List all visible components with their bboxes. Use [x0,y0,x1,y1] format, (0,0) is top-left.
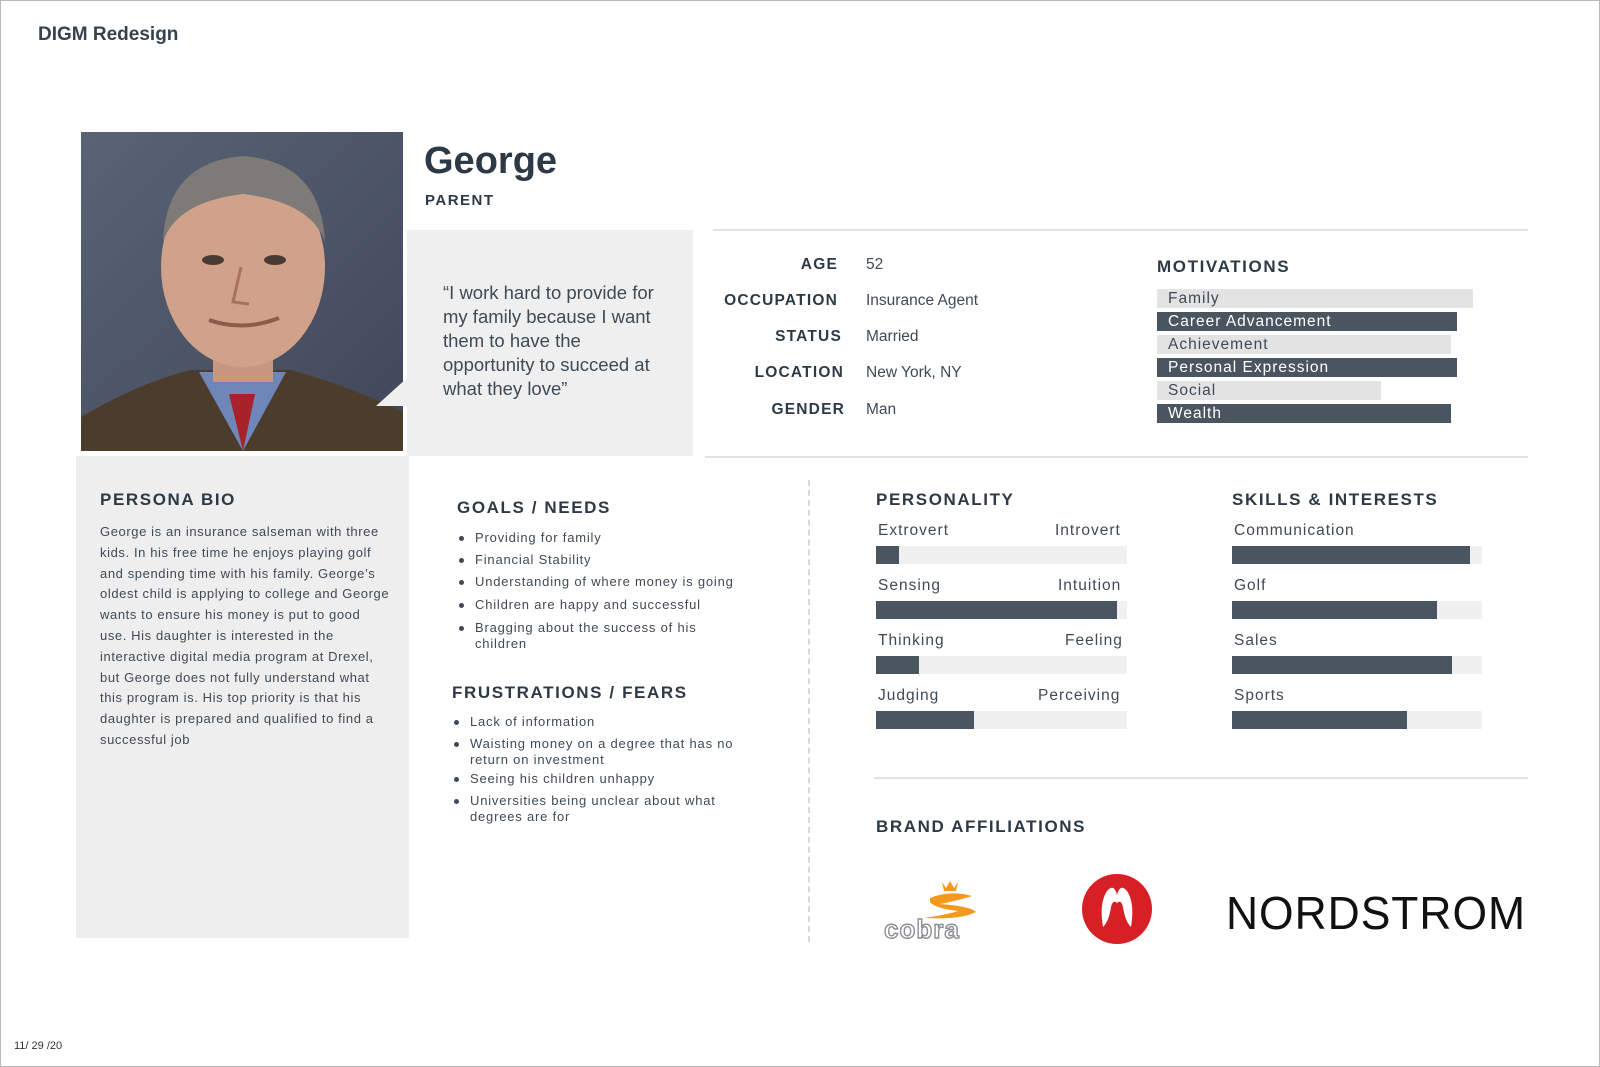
attr-value-gender: Man [866,401,897,418]
scale-right-label: Perceiving [1038,687,1121,704]
scale-left-label: Sensing [878,577,942,594]
bio-title: PERSONA BIO [100,490,236,509]
scale-left-label: Thinking [878,632,945,649]
personality-track [876,546,1127,564]
lululemon-logo [1081,873,1153,945]
bullet-icon [454,720,459,725]
motivation-bar: Career Advancement [1157,312,1457,331]
list-item: Seeing his children unhappy [452,771,752,787]
attr-label-age: AGE [800,256,838,273]
nordstrom-logo [1226,882,1530,938]
persona-name: George [424,140,558,182]
list-item: Lack of information [452,714,752,730]
bullet-icon [454,799,459,804]
skill-track [1232,601,1482,619]
skill-track [1232,546,1482,564]
personality-track [876,711,1127,729]
list-item: Waisting money on a degree that has no return on investment [452,736,762,768]
scale-right-label: Intuition [1058,577,1122,594]
bullet-icon [459,558,464,563]
attr-value-status: Married [866,328,919,345]
list-item: Children are happy and successful [457,597,757,613]
persona-role: PARENT [425,192,495,209]
document-title: DIGM Redesign [38,24,179,45]
attr-label-gender: GENDER [771,401,845,418]
scale-left-label: Judging [878,687,940,704]
skill-label: Communication [1234,522,1355,539]
skill-fill [1232,711,1407,729]
skill-label: Golf [1234,577,1267,594]
skill-fill [1232,656,1452,674]
goals-title: GOALS / NEEDS [457,498,611,517]
list-item: Providing for family [457,530,757,546]
attr-value-location: New York, NY [866,364,962,381]
quote-tail [376,378,407,406]
attr-label-status: STATUS [775,328,842,345]
motivation-bar: Achievement [1157,335,1451,354]
list-item: Understanding of where money is going [457,574,757,590]
personality-title: PERSONALITY [876,490,1015,509]
bullet-icon [454,742,459,747]
frustrations-title: FRUSTRATIONS / FEARS [452,683,688,702]
page-date: 11/ 29 /20 [14,1040,63,1052]
motivation-bar: Family [1157,289,1473,308]
personality-fill [876,711,974,729]
list-item: Bragging about the success of his children [457,620,727,652]
bullet-icon [459,626,464,631]
skill-label: Sales [1234,632,1278,649]
motivation-bar: Social [1157,381,1381,400]
attr-value-occupation: Insurance Agent [866,292,979,309]
scale-right-label: Introvert [1055,522,1121,539]
personality-track [876,656,1127,674]
list-item: Universities being unclear about what degrees are for [452,793,752,825]
attr-label-location: LOCATION [754,364,844,381]
skill-fill [1232,601,1437,619]
skill-track [1232,711,1482,729]
scale-right-label: Feeling [1065,632,1123,649]
cobra-logo [880,878,1020,940]
skill-label: Sports [1234,687,1285,704]
list-item: Financial Stability [457,552,757,568]
motivation-bar: Personal Expression [1157,358,1457,377]
personality-fill [876,546,899,564]
attr-label-occupation: OCCUPATION [724,292,838,309]
brands-title: BRAND AFFILIATIONS [876,817,1087,836]
svg-text:cobra: cobra [884,914,960,940]
skill-fill [1232,546,1470,564]
bullet-icon [459,580,464,585]
bullet-icon [459,603,464,608]
svg-text:NORDSTROM: NORDSTROM [1226,887,1526,938]
skills-title: SKILLS & INTERESTS [1232,490,1439,509]
column-divider [808,480,810,942]
divider-brands [874,777,1528,779]
bio-text: George is an insurance salseman with three kids. In his free time he enjoys playing golf and spending time with his family. George’s oldest child is applying to college and George wants to ensure his money is put to good use. His daughter is interested in the interactive digital media program at Drexel, but George does not fully understand what this program is. His top priority is that his daughter is prepared and qualified to find a successful job [100,524,390,747]
personality-track [876,601,1127,619]
motivations-title: MOTIVATIONS [1157,257,1291,276]
divider-middle [705,456,1528,458]
persona-quote: “I work hard to provide for my family because I want them to have the opportunity to succeed at what they love” [443,282,654,399]
personality-fill [876,656,919,674]
skill-track [1232,656,1482,674]
attr-value-age: 52 [866,256,884,273]
bullet-icon [459,536,464,541]
persona-photo [81,132,403,451]
divider-top [713,229,1528,231]
motivation-bar: Wealth [1157,404,1451,423]
bullet-icon [454,777,459,782]
scale-left-label: Extrovert [878,522,950,539]
personality-fill [876,601,1117,619]
